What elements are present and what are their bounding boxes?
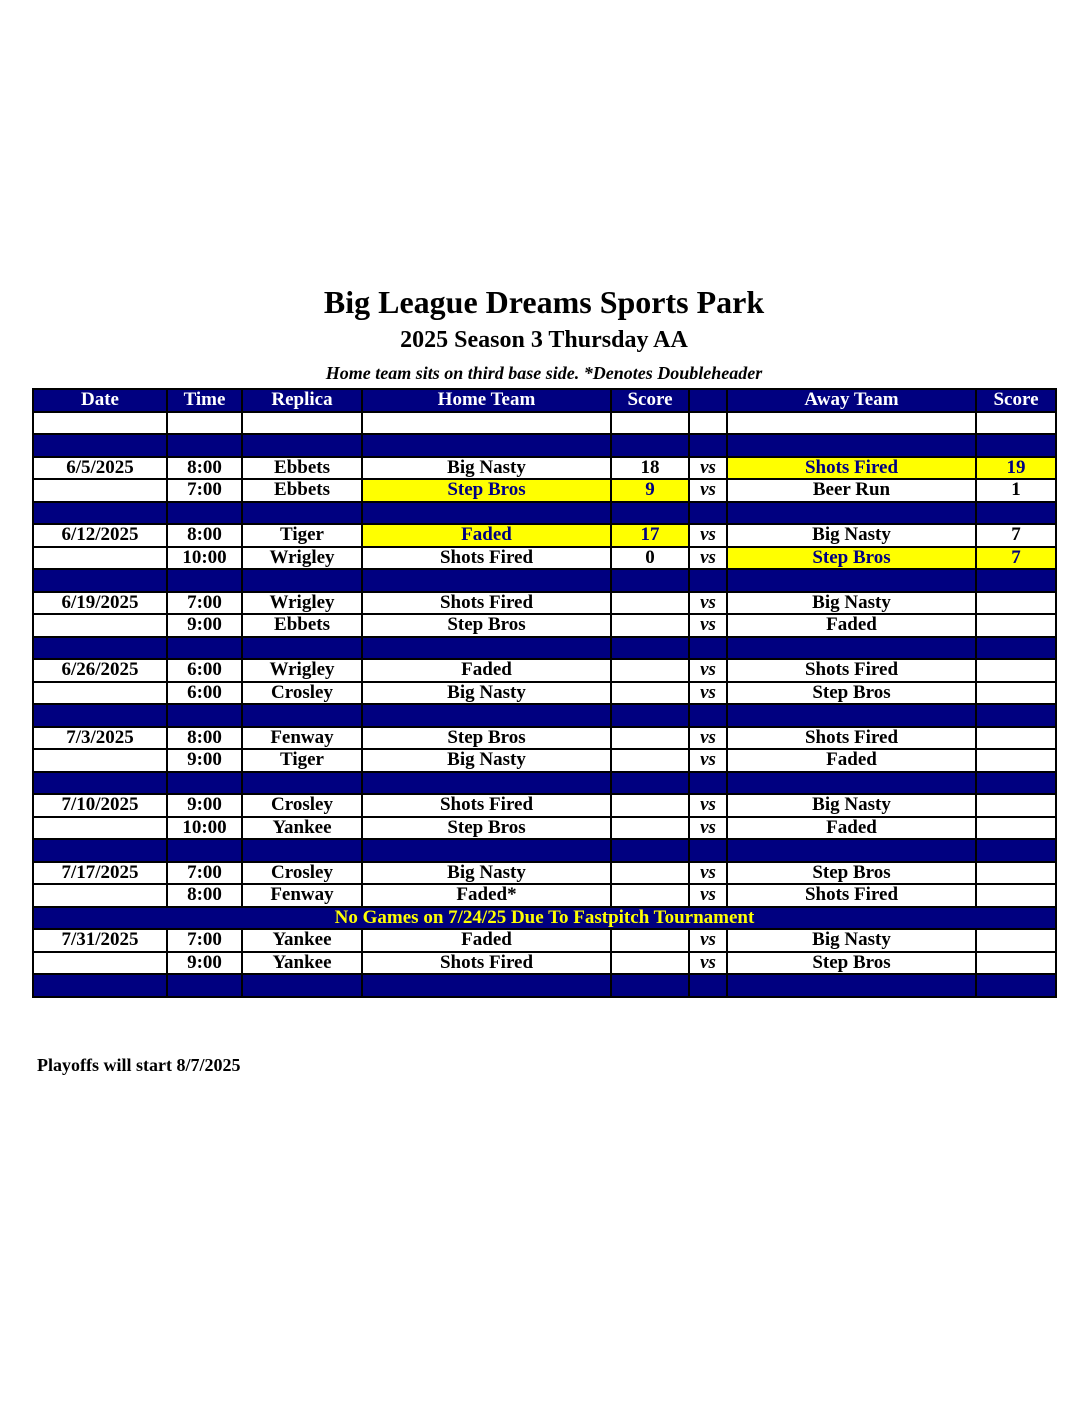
game-row xyxy=(33,929,1056,952)
no-games-notice-row xyxy=(33,907,1056,930)
game-row xyxy=(33,457,1056,480)
home-team-cell: Shots Fired xyxy=(362,794,611,817)
away-team-cell: Shots Fired xyxy=(727,884,976,907)
empty-cell xyxy=(976,569,1056,592)
empty-cell xyxy=(167,839,242,862)
empty-cell xyxy=(976,974,1056,997)
vs-cell: vs xyxy=(689,614,727,637)
empty-cell xyxy=(167,974,242,997)
empty-cell xyxy=(689,772,727,795)
away-team-cell: Faded xyxy=(727,817,976,840)
col-header-away-score: Score xyxy=(976,389,1056,412)
away-team-cell: Shots Fired xyxy=(727,457,976,480)
empty-cell xyxy=(689,637,727,660)
home-score-cell xyxy=(611,592,689,615)
home-team-cell: Big Nasty xyxy=(362,457,611,480)
empty-cell xyxy=(33,637,167,660)
away-score-cell xyxy=(976,682,1056,705)
home-team-cell: Step Bros xyxy=(362,727,611,750)
date-cell xyxy=(33,952,167,975)
time-cell: 8:00 xyxy=(167,457,242,480)
empty-cell xyxy=(976,704,1056,727)
home-score-cell: 17 xyxy=(611,524,689,547)
empty-cell xyxy=(33,569,167,592)
home-team-cell: Faded* xyxy=(362,884,611,907)
empty-cell xyxy=(33,839,167,862)
empty-cell xyxy=(611,772,689,795)
away-score-cell xyxy=(976,862,1056,885)
empty-cell xyxy=(689,839,727,862)
time-cell: 8:00 xyxy=(167,524,242,547)
empty-cell xyxy=(362,502,611,525)
away-team-cell: Beer Run xyxy=(727,479,976,502)
time-cell: 6:00 xyxy=(167,682,242,705)
game-row xyxy=(33,952,1056,975)
page-title: Big League Dreams Sports Park xyxy=(323,284,765,320)
date-cell: 7/31/2025 xyxy=(33,929,167,952)
home-score-cell xyxy=(611,682,689,705)
replica-cell: Ebbets xyxy=(242,457,362,480)
home-team-cell: Faded xyxy=(362,524,611,547)
date-cell xyxy=(33,547,167,570)
vs-cell: vs xyxy=(689,817,727,840)
replica-cell: Ebbets xyxy=(242,614,362,637)
away-team-cell: Shots Fired xyxy=(727,727,976,750)
game-row xyxy=(33,592,1056,615)
empty-cell xyxy=(242,839,362,862)
replica-cell: Crosley xyxy=(242,682,362,705)
schedule-body xyxy=(33,412,1056,997)
replica-cell: Ebbets xyxy=(242,479,362,502)
empty-cell xyxy=(362,569,611,592)
week-separator-row xyxy=(33,434,1056,457)
season-subtitle: 2025 Season 3 Thursday AA xyxy=(400,327,688,353)
empty-cell xyxy=(727,569,976,592)
time-cell: 7:00 xyxy=(167,929,242,952)
home-score-cell: 0 xyxy=(611,547,689,570)
home-team-cell: Step Bros xyxy=(362,614,611,637)
home-score-cell xyxy=(611,929,689,952)
empty-cell xyxy=(33,974,167,997)
empty-cell xyxy=(611,839,689,862)
col-header-date: Date xyxy=(33,389,167,412)
replica-cell: Wrigley xyxy=(242,592,362,615)
empty-cell xyxy=(167,434,242,457)
replica-cell: Yankee xyxy=(242,817,362,840)
empty-cell xyxy=(167,412,242,435)
empty-cell xyxy=(727,637,976,660)
away-score-cell: 7 xyxy=(976,524,1056,547)
empty-cell xyxy=(727,434,976,457)
week-separator-row xyxy=(33,772,1056,795)
time-cell: 10:00 xyxy=(167,817,242,840)
vs-cell: vs xyxy=(689,884,727,907)
home-score-cell xyxy=(611,659,689,682)
week-separator-row xyxy=(33,637,1056,660)
away-team-cell: Step Bros xyxy=(727,862,976,885)
empty-cell xyxy=(33,704,167,727)
date-cell xyxy=(33,479,167,502)
empty-cell xyxy=(242,412,362,435)
empty-cell xyxy=(242,569,362,592)
empty-cell xyxy=(167,772,242,795)
date-cell: 7/10/2025 xyxy=(33,794,167,817)
blank-row xyxy=(33,412,1056,435)
empty-cell xyxy=(727,502,976,525)
home-score-cell xyxy=(611,952,689,975)
replica-cell: Tiger xyxy=(242,524,362,547)
away-score-cell: 7 xyxy=(976,547,1056,570)
vs-cell: vs xyxy=(689,659,727,682)
col-header-vs xyxy=(689,389,727,412)
time-cell: 7:00 xyxy=(167,479,242,502)
col-header-replica: Replica xyxy=(242,389,362,412)
empty-cell xyxy=(689,704,727,727)
empty-cell xyxy=(689,434,727,457)
replica-cell: Fenway xyxy=(242,727,362,750)
time-cell: 9:00 xyxy=(167,952,242,975)
away-team-cell: Big Nasty xyxy=(727,524,976,547)
date-cell xyxy=(33,614,167,637)
vs-cell: vs xyxy=(689,682,727,705)
home-team-note: Home team sits on third base side. *Denotes Doubleheader xyxy=(325,363,763,383)
home-team-cell: Shots Fired xyxy=(362,592,611,615)
empty-cell xyxy=(362,637,611,660)
home-team-cell: Big Nasty xyxy=(362,862,611,885)
away-team-cell: Step Bros xyxy=(727,682,976,705)
empty-cell xyxy=(362,772,611,795)
away-team-cell: Step Bros xyxy=(727,547,976,570)
empty-cell xyxy=(33,412,167,435)
col-header-home-team: Home Team xyxy=(362,389,611,412)
empty-cell xyxy=(727,412,976,435)
empty-cell xyxy=(611,974,689,997)
col-header-time: Time xyxy=(167,389,242,412)
time-cell: 7:00 xyxy=(167,862,242,885)
empty-cell xyxy=(362,434,611,457)
date-cell: 6/12/2025 xyxy=(33,524,167,547)
away-score-cell: 19 xyxy=(976,457,1056,480)
home-score-cell: 9 xyxy=(611,479,689,502)
col-header-home-score: Score xyxy=(611,389,689,412)
empty-cell xyxy=(611,502,689,525)
away-score-cell xyxy=(976,614,1056,637)
empty-cell xyxy=(689,569,727,592)
replica-cell: Yankee xyxy=(242,952,362,975)
empty-cell xyxy=(242,704,362,727)
vs-cell: vs xyxy=(689,862,727,885)
home-score-cell xyxy=(611,862,689,885)
empty-cell xyxy=(727,839,976,862)
empty-cell xyxy=(242,502,362,525)
empty-cell xyxy=(976,412,1056,435)
home-team-cell: Shots Fired xyxy=(362,952,611,975)
game-row xyxy=(33,862,1056,885)
empty-cell xyxy=(976,502,1056,525)
away-score-cell xyxy=(976,817,1056,840)
schedule-table xyxy=(32,388,1057,998)
replica-cell: Tiger xyxy=(242,749,362,772)
empty-cell xyxy=(976,434,1056,457)
time-cell: 6:00 xyxy=(167,659,242,682)
time-cell: 8:00 xyxy=(167,884,242,907)
week-separator-row xyxy=(33,974,1056,997)
away-score-cell xyxy=(976,659,1056,682)
away-team-cell: Step Bros xyxy=(727,952,976,975)
table-header-row xyxy=(33,389,1056,412)
empty-cell xyxy=(242,974,362,997)
home-score-cell xyxy=(611,884,689,907)
empty-cell xyxy=(33,434,167,457)
empty-cell xyxy=(242,637,362,660)
empty-cell xyxy=(611,434,689,457)
empty-cell xyxy=(976,772,1056,795)
time-cell: 9:00 xyxy=(167,749,242,772)
date-cell xyxy=(33,817,167,840)
empty-cell xyxy=(611,704,689,727)
home-score-cell xyxy=(611,794,689,817)
time-cell: 7:00 xyxy=(167,592,242,615)
game-row xyxy=(33,817,1056,840)
empty-cell xyxy=(727,772,976,795)
empty-cell xyxy=(611,637,689,660)
vs-cell: vs xyxy=(689,457,727,480)
empty-cell xyxy=(727,974,976,997)
empty-cell xyxy=(167,569,242,592)
empty-cell xyxy=(689,412,727,435)
replica-cell: Yankee xyxy=(242,929,362,952)
game-row xyxy=(33,794,1056,817)
home-score-cell xyxy=(611,614,689,637)
vs-cell: vs xyxy=(689,749,727,772)
game-row xyxy=(33,659,1056,682)
away-team-cell: Faded xyxy=(727,614,976,637)
empty-cell xyxy=(167,704,242,727)
away-score-cell xyxy=(976,794,1056,817)
game-row xyxy=(33,524,1056,547)
replica-cell: Fenway xyxy=(242,884,362,907)
vs-cell: vs xyxy=(689,794,727,817)
vs-cell: vs xyxy=(689,727,727,750)
week-separator-row xyxy=(33,569,1056,592)
time-cell: 10:00 xyxy=(167,547,242,570)
away-score-cell xyxy=(976,727,1056,750)
game-row xyxy=(33,884,1056,907)
date-cell: 6/19/2025 xyxy=(33,592,167,615)
replica-cell: Crosley xyxy=(242,794,362,817)
empty-cell xyxy=(362,839,611,862)
empty-cell xyxy=(362,974,611,997)
away-team-cell: Big Nasty xyxy=(727,794,976,817)
vs-cell: vs xyxy=(689,547,727,570)
home-team-cell: Step Bros xyxy=(362,817,611,840)
no-games-notice: No Games on 7/24/25 Due To Fastpitch Tournament xyxy=(33,907,1056,930)
game-row xyxy=(33,727,1056,750)
empty-cell xyxy=(976,839,1056,862)
empty-cell xyxy=(689,974,727,997)
home-team-cell: Big Nasty xyxy=(362,749,611,772)
date-cell: 7/17/2025 xyxy=(33,862,167,885)
empty-cell xyxy=(33,772,167,795)
vs-cell: vs xyxy=(689,592,727,615)
home-team-cell: Big Nasty xyxy=(362,682,611,705)
game-row xyxy=(33,614,1056,637)
empty-cell xyxy=(242,772,362,795)
home-score-cell xyxy=(611,749,689,772)
week-separator-row xyxy=(33,839,1056,862)
vs-cell: vs xyxy=(689,524,727,547)
date-cell xyxy=(33,749,167,772)
home-score-cell xyxy=(611,817,689,840)
playoffs-note: Playoffs will start 8/7/2025 xyxy=(37,1055,241,1075)
date-cell: 6/5/2025 xyxy=(33,457,167,480)
empty-cell xyxy=(611,412,689,435)
game-row xyxy=(33,682,1056,705)
empty-cell xyxy=(611,569,689,592)
empty-cell xyxy=(976,637,1056,660)
empty-cell xyxy=(727,704,976,727)
home-score-cell xyxy=(611,727,689,750)
time-cell: 8:00 xyxy=(167,727,242,750)
replica-cell: Crosley xyxy=(242,862,362,885)
week-separator-row xyxy=(33,704,1056,727)
away-team-cell: Big Nasty xyxy=(727,592,976,615)
empty-cell xyxy=(167,502,242,525)
away-team-cell: Big Nasty xyxy=(727,929,976,952)
away-score-cell xyxy=(976,749,1056,772)
empty-cell xyxy=(362,704,611,727)
away-score-cell: 1 xyxy=(976,479,1056,502)
time-cell: 9:00 xyxy=(167,794,242,817)
replica-cell: Wrigley xyxy=(242,659,362,682)
date-cell xyxy=(33,682,167,705)
away-team-cell: Faded xyxy=(727,749,976,772)
away-score-cell xyxy=(976,592,1056,615)
empty-cell xyxy=(242,434,362,457)
date-cell: 7/3/2025 xyxy=(33,727,167,750)
empty-cell xyxy=(33,502,167,525)
vs-cell: vs xyxy=(689,929,727,952)
vs-cell: vs xyxy=(689,479,727,502)
week-separator-row xyxy=(33,502,1056,525)
game-row xyxy=(33,749,1056,772)
empty-cell xyxy=(362,412,611,435)
time-cell: 9:00 xyxy=(167,614,242,637)
empty-cell xyxy=(689,502,727,525)
col-header-away-team: Away Team xyxy=(727,389,976,412)
away-score-cell xyxy=(976,952,1056,975)
away-score-cell xyxy=(976,884,1056,907)
game-row xyxy=(33,547,1056,570)
game-row xyxy=(33,479,1056,502)
date-cell: 6/26/2025 xyxy=(33,659,167,682)
away-team-cell: Shots Fired xyxy=(727,659,976,682)
home-team-cell: Step Bros xyxy=(362,479,611,502)
home-score-cell: 18 xyxy=(611,457,689,480)
replica-cell: Wrigley xyxy=(242,547,362,570)
home-team-cell: Faded xyxy=(362,929,611,952)
home-team-cell: Faded xyxy=(362,659,611,682)
date-cell xyxy=(33,884,167,907)
home-team-cell: Shots Fired xyxy=(362,547,611,570)
away-score-cell xyxy=(976,929,1056,952)
empty-cell xyxy=(167,637,242,660)
vs-cell: vs xyxy=(689,952,727,975)
